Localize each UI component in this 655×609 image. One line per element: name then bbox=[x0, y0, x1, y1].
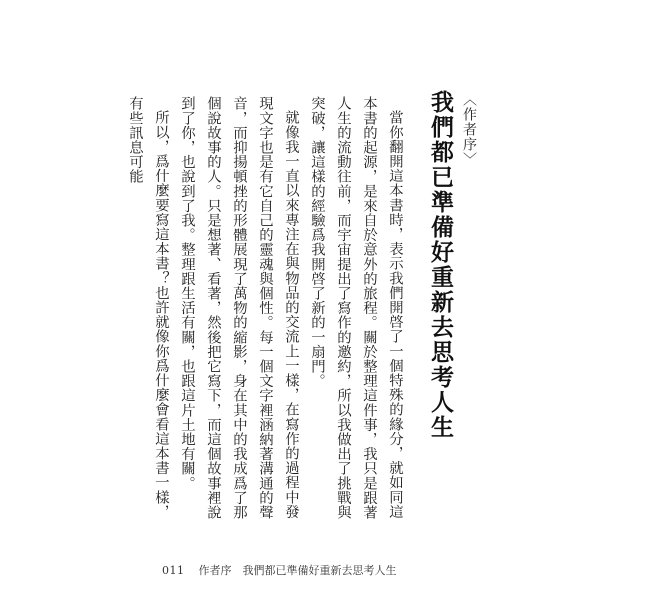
paragraph: 所以，爲什麼要寫這本書？也許就像你爲什麼會看這本書一樣，有些訊息可能 bbox=[127, 96, 169, 520]
running-title: 作者序 我們都已準備好重新去思考人生 bbox=[198, 564, 397, 577]
section-label: 〈作者序〉 bbox=[461, 92, 477, 167]
paragraph: 就像我一直以來專注在與物品的交流上一樣，在寫作的過程中發現文字也是有它自己的靈魂與個性。每一個文字裡涵納著溝通的聲音，而抑揚頓挫的形體展現了萬物的縮影，身在其中的我成爲了那個說故事的人。只是想著、看著，然後把它寫下，而這個故事裡說到了你，也說到了我。整理跟生活有關，也跟這片土地有關。 bbox=[179, 96, 299, 520]
paragraph: 當你翻開這本書時，表示我們開啓了一個特殊的緣分，就如同這本書的起源，是來自於意外的旅程。關於整理這件事，我只是跟著人生的流動往前，而宇宙提出了寫作的邀約，所以我做出了挑戰與突破，讓這樣的經驗爲我開啓了新的一扇門。 bbox=[309, 96, 403, 520]
chapter-title: 我們都已準備好重新去思考人生 bbox=[427, 90, 454, 440]
page-footer bbox=[162, 562, 397, 578]
body-text bbox=[127, 96, 408, 528]
page-number: 011 bbox=[162, 564, 185, 577]
